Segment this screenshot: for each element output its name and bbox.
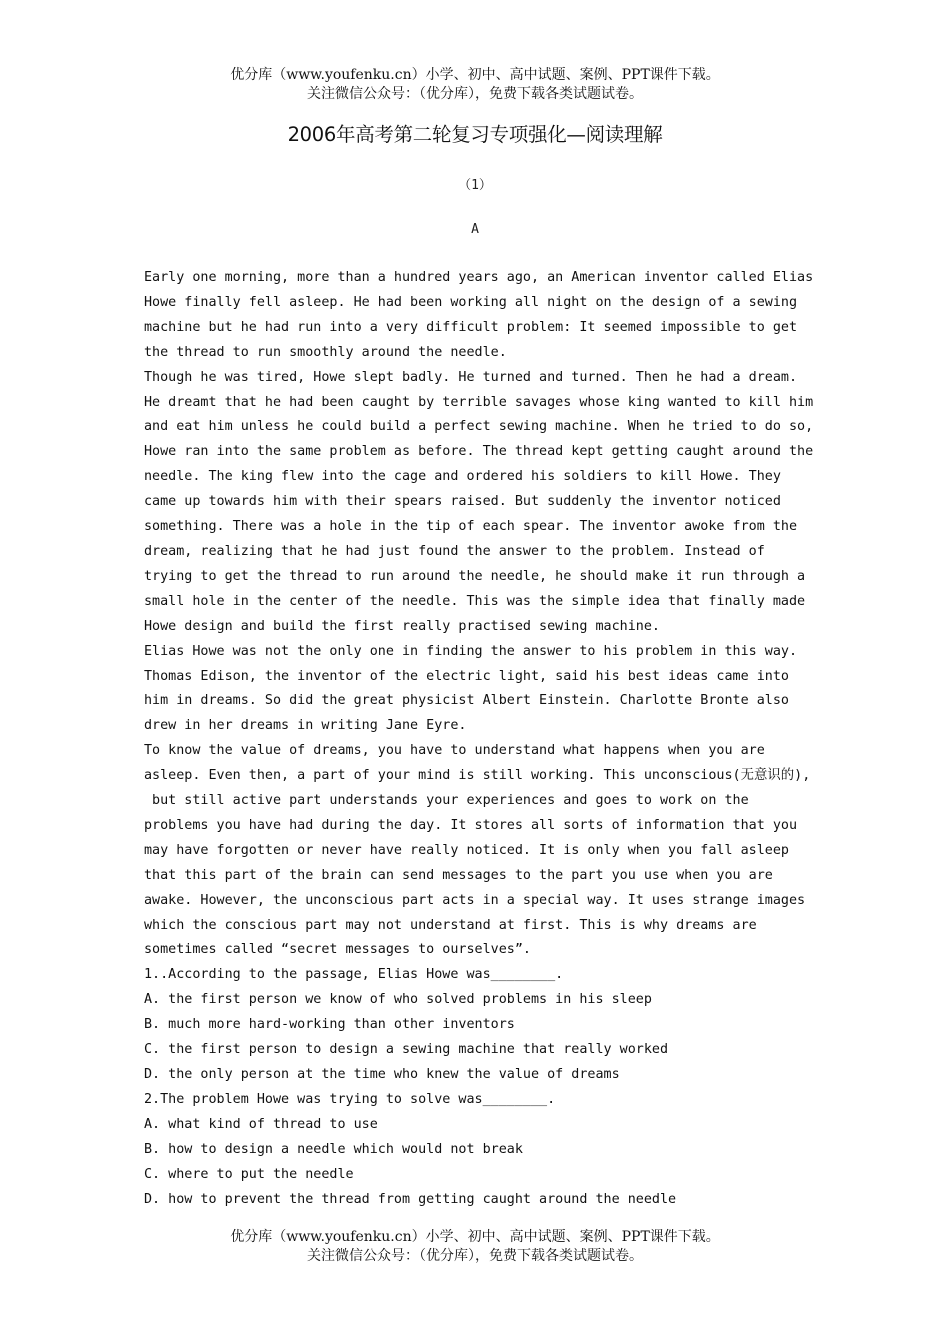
passage-line: Howe finally fell asleep. He had been working all night on the design of a sewing: [144, 294, 798, 310]
passage-line: Howe design and build the first really practised sewing machine.: [144, 618, 660, 634]
passage-line: something. There was a hole in the tip of each spear. The inventor awoke from the: [144, 519, 798, 535]
footer-line-1: 优分库（www.youfenku.cn）小学、初中、高中试题、案例、PPT课件下载。: [230, 1229, 720, 1245]
passage-line: Early one morning, more than a hundred years ago, an American inventor called Elias: [144, 270, 814, 285]
passage-line: awake. However, the unconscious part acts in a special way. It uses strange images: [144, 892, 806, 908]
passage-line: but still active part understands your experiences and goes to work on the: [144, 793, 749, 809]
section-number: （1）: [458, 178, 492, 193]
header-line-2: 关注微信公众号：（优分库），免费下载各类试题试卷。: [307, 86, 643, 102]
passage-line: that this part of the brain can send messages to the part you use when you are: [144, 867, 773, 883]
question-1-option-c: C. the first person to design a sewing machine that really worked: [144, 1042, 669, 1058]
reading-passage: [144, 266, 816, 963]
question-1-option-b: B. much more hard-working than other inventors: [144, 1017, 515, 1033]
passage-line: small hole in the center of the needle. This was the simple idea that finally made: [144, 593, 806, 609]
passage-line: drew in her dreams in writing Jane Eyre.: [144, 718, 467, 734]
document-body: [144, 266, 816, 1212]
question-1-stem: 1..According to the passage, Elias Howe was________.: [144, 967, 564, 983]
passage-line: Howe ran into the same problem as before. The thread kept getting caught around the: [144, 444, 814, 460]
passage-line: which the conscious part may not understand at first. This is why dreams are: [144, 917, 757, 933]
passage-line: trying to get the thread to run around the needle, he should make it run through a: [144, 568, 806, 584]
question-2-option-a: A. what kind of thread to use: [144, 1116, 378, 1132]
passage-line: Though he was tired, Howe slept badly. He turned and turned. Then he had a dream.: [144, 369, 798, 385]
document-title: 2006年高考第二轮复习专项强化—阅读理解: [287, 123, 663, 146]
question-2-option-b: B. how to design a needle which would not break: [144, 1141, 523, 1157]
passage-line: the thread to run smoothly around the needle.: [144, 344, 507, 360]
passage-line: sometimes called “secret messages to ourselves”.: [144, 942, 531, 958]
question-2-stem: 2.The problem Howe was trying to solve was________.: [144, 1091, 556, 1107]
question-2-option-c: C. where to put the needle: [144, 1166, 354, 1182]
passage-line: He dreamt that he had been caught by terrible savages whose king wanted to kill him: [144, 394, 814, 410]
passage-line: came up towards him with their spears raised. But suddenly the inventor noticed: [144, 494, 781, 510]
question-1-option-a: A. the first person we know of who solved problems in his sleep: [144, 992, 652, 1008]
passage-line: machine but he had run into a very difficult problem: It seemed impossible to get: [144, 319, 798, 335]
passage-line: problems you have had during the day. It stores all sorts of information that you: [144, 817, 798, 833]
passage-line: needle. The king flew into the cage and ordered his soldiers to kill Howe. They: [144, 469, 781, 485]
passage-line: and eat him unless he could build a perfect sewing machine. When he tried to do so,: [144, 419, 814, 435]
passage-line: asleep. Even then, a part of your mind is still working. This unconscious(无意识的),: [144, 768, 811, 784]
question-list: [144, 963, 816, 1212]
footer-line-2: 关注微信公众号：（优分库），免费下载各类试题试卷。: [307, 1248, 643, 1264]
header-line-1: 优分库（www.youfenku.cn）小学、初中、高中试题、案例、PPT课件下载。: [230, 67, 720, 83]
passage-line: Thomas Edison, the inventor of the electric light, said his best ideas came into: [144, 668, 789, 684]
passage-line: To know the value of dreams, you have to understand what happens when you are: [144, 743, 765, 759]
passage-line: may have forgotten or never have really noticed. It is only when you fall asleep: [144, 842, 789, 858]
page-header: [0, 66, 950, 104]
passage-line: him in dreams. So did the great physicist Albert Einstein. Charlotte Bronte also: [144, 693, 789, 709]
question-1-option-d: D. the only person at the time who knew the value of dreams: [144, 1067, 620, 1082]
page-footer: [0, 1228, 950, 1266]
passage-line: dream, realizing that he had just found the answer to the problem. Instead of: [144, 543, 765, 559]
question-2-option-d: D. how to prevent the thread from getting caught around the needle: [144, 1191, 677, 1207]
passage-line: Elias Howe was not the only one in finding the answer to his problem in this way.: [144, 643, 798, 659]
section-letter: A: [471, 222, 479, 237]
